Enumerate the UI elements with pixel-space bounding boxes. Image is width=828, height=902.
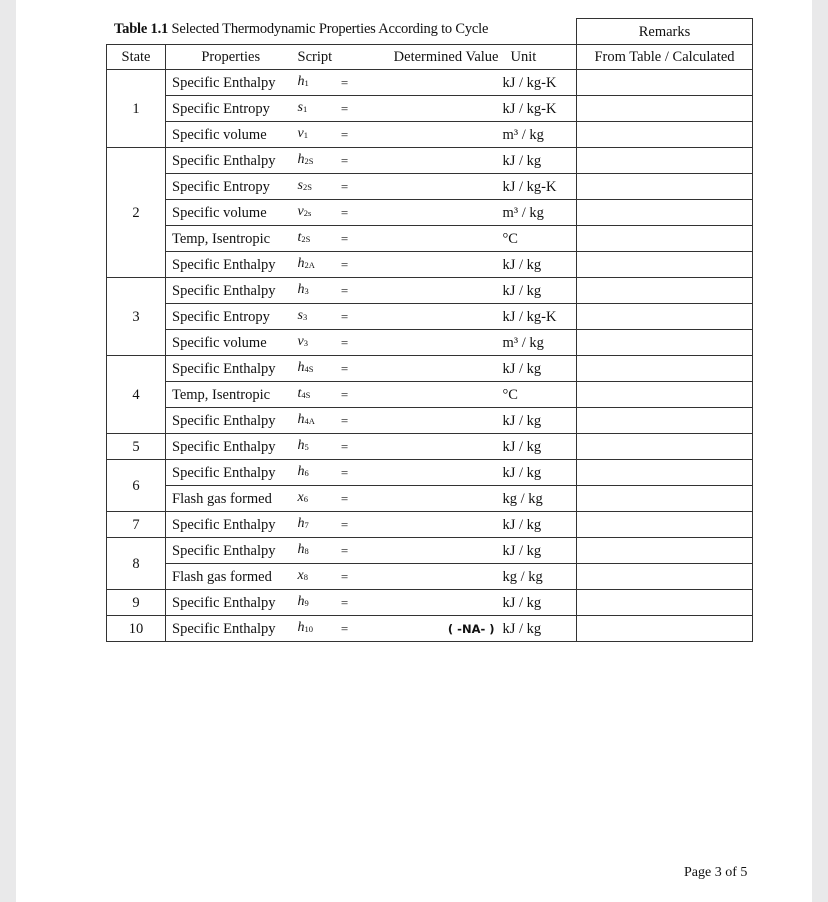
remarks-cell[interactable]	[577, 330, 753, 356]
value-cell[interactable]	[356, 356, 501, 382]
state-cell: 9	[107, 590, 166, 616]
property-cell: Specific Enthalpy	[166, 538, 296, 564]
script-cell	[296, 226, 334, 252]
value-cell[interactable]	[356, 408, 501, 434]
equals-sign: =	[334, 122, 356, 148]
script-symbol: s	[297, 308, 303, 323]
remarks-cell[interactable]	[577, 122, 753, 148]
script-symbol: s	[297, 178, 303, 193]
equals-sign: =	[334, 200, 356, 226]
remarks-cell[interactable]	[577, 434, 753, 460]
value-cell[interactable]	[356, 538, 501, 564]
value-cell[interactable]	[356, 174, 501, 200]
script-cell	[296, 70, 334, 96]
script-cell	[296, 278, 334, 304]
script-subscript: 4S	[304, 364, 314, 374]
script-cell	[296, 564, 334, 590]
script-cell	[296, 174, 334, 200]
script-symbol: h	[297, 282, 305, 297]
table-row	[107, 70, 753, 96]
equals-sign: =	[334, 538, 356, 564]
property-cell: Specific Enthalpy	[166, 616, 296, 642]
value-cell[interactable]	[356, 304, 501, 330]
remarks-cell[interactable]	[577, 616, 753, 642]
script-cell	[296, 200, 334, 226]
table-row	[107, 96, 753, 122]
property-cell: Flash gas formed	[166, 486, 296, 512]
script-subscript: 4S	[301, 390, 311, 400]
table-row	[107, 434, 753, 460]
script-subscript: 6	[304, 468, 309, 478]
remarks-cell[interactable]	[577, 278, 753, 304]
property-cell: Temp, Isentropic	[166, 382, 296, 408]
value-cell[interactable]	[356, 434, 501, 460]
property-cell: Specific Enthalpy	[166, 408, 296, 434]
remarks-cell[interactable]	[577, 460, 753, 486]
script-subscript: 4A	[304, 416, 315, 426]
state-cell: 8	[107, 538, 166, 590]
property-cell: Specific Enthalpy	[166, 460, 296, 486]
unit-cell: kJ / kg	[501, 148, 577, 174]
value-cell[interactable]	[356, 512, 501, 538]
value-cell[interactable]	[356, 70, 501, 96]
script-cell	[296, 122, 334, 148]
property-cell: Specific Enthalpy	[166, 512, 296, 538]
header-remarks: From Table / Calculated	[577, 45, 753, 70]
value-cell[interactable]: ( -NA- )	[356, 616, 501, 642]
script-subscript: 2s	[303, 208, 312, 218]
remarks-cell[interactable]	[577, 200, 753, 226]
script-subscript: 1	[303, 130, 308, 140]
equals-sign: =	[334, 148, 356, 174]
unit-cell: m³ / kg	[501, 330, 577, 356]
value-cell[interactable]	[356, 486, 501, 512]
script-subscript: 7	[304, 520, 309, 530]
script-cell	[296, 382, 334, 408]
value-cell[interactable]	[356, 590, 501, 616]
equals-sign: =	[334, 512, 356, 538]
equals-sign: =	[334, 460, 356, 486]
script-subscript: 3	[303, 338, 308, 348]
remarks-cell[interactable]	[577, 356, 753, 382]
thermo-properties-table	[106, 18, 753, 642]
table-row	[107, 538, 753, 564]
table-row	[107, 356, 753, 382]
state-cell: 1	[107, 70, 166, 148]
script-symbol: h	[297, 464, 305, 479]
script-cell	[296, 330, 334, 356]
value-cell[interactable]	[356, 96, 501, 122]
property-cell: Specific Enthalpy	[166, 356, 296, 382]
script-cell	[296, 538, 334, 564]
property-cell: Specific volume	[166, 200, 296, 226]
script-symbol: h	[297, 542, 305, 557]
script-symbol: v	[297, 204, 304, 219]
unit-cell: kJ / kg	[501, 460, 577, 486]
property-cell: Specific volume	[166, 122, 296, 148]
remarks-cell[interactable]	[577, 512, 753, 538]
value-cell[interactable]	[356, 252, 501, 278]
script-subscript: 1	[302, 104, 308, 114]
table-row	[107, 460, 753, 486]
state-cell: 10	[107, 616, 166, 642]
equals-sign: =	[334, 486, 356, 512]
value-cell[interactable]	[356, 382, 501, 408]
unit-cell: kJ / kg	[501, 590, 577, 616]
header-script: Script	[296, 45, 356, 70]
value-cell[interactable]	[356, 122, 501, 148]
table-row	[107, 148, 753, 174]
remarks-header: Remarks	[577, 19, 753, 45]
script-subscript: 2S	[304, 156, 314, 166]
script-symbol: h	[297, 360, 305, 375]
remarks-cell[interactable]	[577, 226, 753, 252]
value-cell[interactable]	[356, 226, 501, 252]
table-caption-number: Table 1.1	[114, 21, 169, 37]
script-symbol: x	[297, 568, 304, 583]
script-symbol: h	[297, 74, 305, 89]
equals-sign: =	[334, 278, 356, 304]
unit-cell: kJ / kg	[501, 252, 577, 278]
header-row	[107, 45, 753, 70]
property-cell: Specific Enthalpy	[166, 278, 296, 304]
script-subscript: 3	[302, 312, 308, 322]
remarks-cell[interactable]	[577, 252, 753, 278]
script-cell	[296, 356, 334, 382]
script-cell	[296, 512, 334, 538]
script-cell	[296, 148, 334, 174]
unit-cell: kJ / kg	[501, 408, 577, 434]
equals-sign: =	[334, 226, 356, 252]
equals-sign: =	[334, 330, 356, 356]
script-cell	[296, 96, 334, 122]
script-symbol: h	[297, 516, 305, 531]
table-row	[107, 382, 753, 408]
page-number: Page 3 of 5	[684, 865, 748, 880]
property-cell: Specific Enthalpy	[166, 70, 296, 96]
table-row	[107, 408, 753, 434]
unit-cell: kJ / kg	[501, 356, 577, 382]
value-cell[interactable]	[356, 200, 501, 226]
table-row	[107, 252, 753, 278]
property-cell: Specific Entropy	[166, 304, 296, 330]
equals-sign: =	[334, 408, 356, 434]
table-row	[107, 616, 753, 642]
unit-cell: °C	[501, 382, 577, 408]
state-cell: 5	[107, 434, 166, 460]
unit-cell: kJ / kg-K	[501, 304, 577, 330]
table-row	[107, 564, 753, 590]
value-cell[interactable]	[356, 148, 501, 174]
unit-cell: kg / kg	[501, 486, 577, 512]
header-value: Determined Value	[356, 45, 501, 70]
script-symbol: h	[297, 438, 305, 453]
header-unit: Unit	[501, 45, 577, 70]
state-cell: 7	[107, 512, 166, 538]
equals-sign: =	[334, 356, 356, 382]
value-cell[interactable]	[356, 460, 501, 486]
table-row	[107, 122, 753, 148]
table-row	[107, 304, 753, 330]
table-row	[107, 590, 753, 616]
script-symbol: t	[297, 386, 302, 401]
script-subscript: 8	[303, 572, 308, 582]
equals-sign: =	[334, 304, 356, 330]
script-subscript: 6	[303, 494, 308, 504]
value-cell[interactable]	[356, 564, 501, 590]
script-cell	[296, 590, 334, 616]
script-subscript: 3	[304, 286, 309, 296]
property-cell: Specific Enthalpy	[166, 148, 296, 174]
value-cell[interactable]	[356, 278, 501, 304]
equals-sign: =	[334, 616, 356, 642]
script-symbol: h	[297, 152, 305, 167]
equals-sign: =	[334, 434, 356, 460]
remarks-cell[interactable]	[577, 408, 753, 434]
script-symbol: t	[297, 230, 302, 245]
script-symbol: s	[297, 100, 303, 115]
script-symbol: v	[297, 334, 304, 349]
header-properties: Properties	[166, 45, 296, 70]
equals-sign: =	[334, 382, 356, 408]
table-row	[107, 174, 753, 200]
script-symbol: h	[297, 594, 305, 609]
script-symbol: v	[297, 126, 304, 141]
script-cell	[296, 408, 334, 434]
script-subscript: 2A	[304, 260, 315, 270]
equals-sign: =	[334, 174, 356, 200]
property-cell: Temp, Isentropic	[166, 226, 296, 252]
unit-cell: kg / kg	[501, 564, 577, 590]
script-cell	[296, 304, 334, 330]
header-state: State	[107, 45, 166, 70]
property-cell: Specific Enthalpy	[166, 252, 296, 278]
script-subscript: 2S	[302, 182, 312, 192]
remarks-cell[interactable]	[577, 382, 753, 408]
equals-sign: =	[334, 70, 356, 96]
equals-sign: =	[334, 564, 356, 590]
remarks-cell[interactable]	[577, 174, 753, 200]
property-cell: Specific Enthalpy	[166, 434, 296, 460]
unit-cell: kJ / kg	[501, 278, 577, 304]
property-cell: Flash gas formed	[166, 564, 296, 590]
remarks-cell[interactable]	[577, 96, 753, 122]
script-symbol: h	[297, 256, 305, 271]
remarks-cell[interactable]	[577, 70, 753, 96]
remarks-cell[interactable]	[577, 148, 753, 174]
script-cell	[296, 460, 334, 486]
script-cell	[296, 252, 334, 278]
script-symbol: x	[297, 490, 304, 505]
equals-sign: =	[334, 96, 356, 122]
table-row	[107, 330, 753, 356]
script-subscript: 8	[304, 546, 309, 556]
unit-cell: kJ / kg	[501, 538, 577, 564]
unit-cell: kJ / kg	[501, 616, 577, 642]
state-cell: 3	[107, 278, 166, 356]
unit-cell: kJ / kg-K	[501, 174, 577, 200]
script-subscript: 1	[304, 78, 309, 88]
remarks-cell[interactable]	[577, 538, 753, 564]
unit-cell: kJ / kg	[501, 512, 577, 538]
table-row	[107, 512, 753, 538]
equals-sign: =	[334, 252, 356, 278]
table-row	[107, 278, 753, 304]
script-cell	[296, 486, 334, 512]
property-cell: Specific Entropy	[166, 96, 296, 122]
table-row	[107, 486, 753, 512]
script-cell	[296, 616, 334, 642]
script-subscript: 10	[304, 624, 313, 634]
unit-cell: m³ / kg	[501, 122, 577, 148]
property-cell: Specific volume	[166, 330, 296, 356]
remarks-cell[interactable]	[577, 486, 753, 512]
state-cell: 4	[107, 356, 166, 434]
unit-cell: °C	[501, 226, 577, 252]
unit-cell: kJ / kg	[501, 434, 577, 460]
state-cell: 2	[107, 148, 166, 278]
state-cell: 6	[107, 460, 166, 512]
table-caption-text: Selected Thermodynamic Properties According to Cycle	[168, 21, 489, 37]
property-cell: Specific Enthalpy	[166, 590, 296, 616]
unit-cell: m³ / kg	[501, 200, 577, 226]
equals-sign: =	[334, 590, 356, 616]
script-subscript: 5	[304, 442, 309, 452]
unit-cell: kJ / kg-K	[501, 96, 577, 122]
table-row	[107, 226, 753, 252]
remarks-cell[interactable]	[577, 590, 753, 616]
script-cell	[296, 434, 334, 460]
remarks-cell[interactable]	[577, 304, 753, 330]
value-cell[interactable]	[356, 330, 501, 356]
table-row	[107, 200, 753, 226]
remarks-cell[interactable]	[577, 564, 753, 590]
script-subscript: 9	[304, 598, 309, 608]
property-cell: Specific Entropy	[166, 174, 296, 200]
script-symbol: h	[297, 412, 305, 427]
script-symbol: h	[297, 620, 305, 635]
unit-cell: kJ / kg-K	[501, 70, 577, 96]
script-subscript: 2S	[301, 234, 311, 244]
